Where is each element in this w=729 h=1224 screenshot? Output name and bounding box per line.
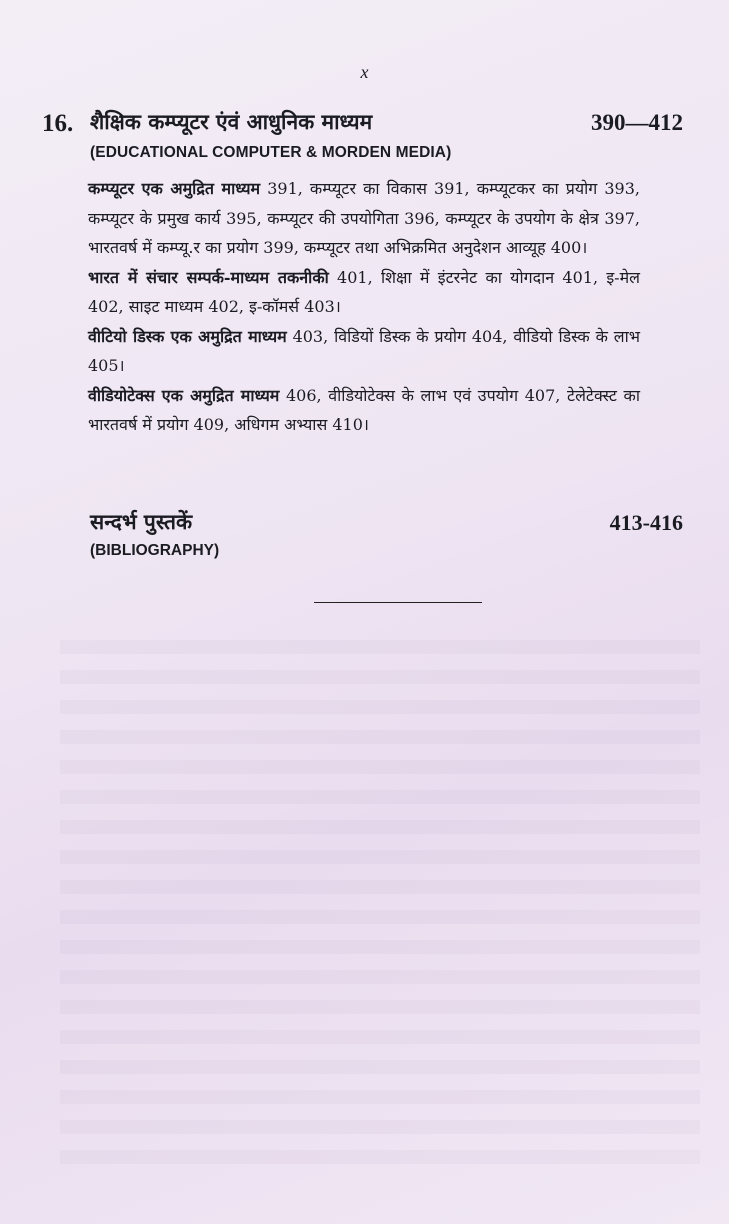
topic-items: 401, शिक्षा में इंटरनेट का योगदान 401, इ-मेल 402, साइट माध्यम 402, इ-कॉमर्स 403। [88,267,640,316]
topic-items: 391, कम्प्यूटर का विकास 391, कम्प्यूटकर का प्रयोग 393, कम्प्यूटर के प्रमुख कार्य 395, कम्प्यूटर की उपयोगिता 396, कम्प्यूटर के उपयोग के क्षेत्र 397, भारतवर्ष में कम्प्यू.र का प्रयोग 399, कम्प्यूटर तथा अभिक्रमित अनुदेशन आव्यूह 400। [88,179,640,257]
contents-paragraph [88,322,640,381]
bibliography-page-range: 413-416 [609,510,683,535]
chapter-title: शैक्षिक कम्प्यूटर एंवं आधुनिक माध्यम [90,110,373,134]
show-through-texture [60,640,700,1180]
chapter-page-range: 390—412 [591,110,683,135]
chapter-contents [88,174,640,440]
contents-paragraph [88,263,640,322]
end-divider [314,602,482,603]
topic-heading: वीडियोटेक्स एक अमुद्रित माध्यम [88,385,280,405]
contents-paragraph [88,174,640,263]
bibliography-subtitle: (BIBLIOGRAPHY) [90,542,220,559]
chapter-subtitle: (EDUCATIONAL COMPUTER & MORDEN MEDIA) [90,144,452,161]
topic-heading: वीटियो डिस्क एक अमुद्रित माध्यम [88,326,287,346]
bibliography-title: सन्दर्भ पुस्तकें [90,510,193,534]
chapter-number: 16. [42,110,74,137]
topic-items: 403, विडियों डिस्क के प्रयोग 404, वीडियो डिस्क के लाभ 405। [88,326,640,375]
topic-heading: कम्प्यूटर एक अमुद्रित माध्यम [88,179,261,198]
topic-heading: भारत में संचार सम्पर्क-माध्यम तकनीकी [88,267,329,287]
contents-paragraph [88,381,640,440]
topic-items: 406, वीडियोटेक्स के लाभ एवं उपयोग 407, टेलेटेक्स्ट का भारतवर्ष में प्रयोग 409, अधिगम अभ्यास 410। [88,385,640,434]
page-number: x [360,62,369,82]
